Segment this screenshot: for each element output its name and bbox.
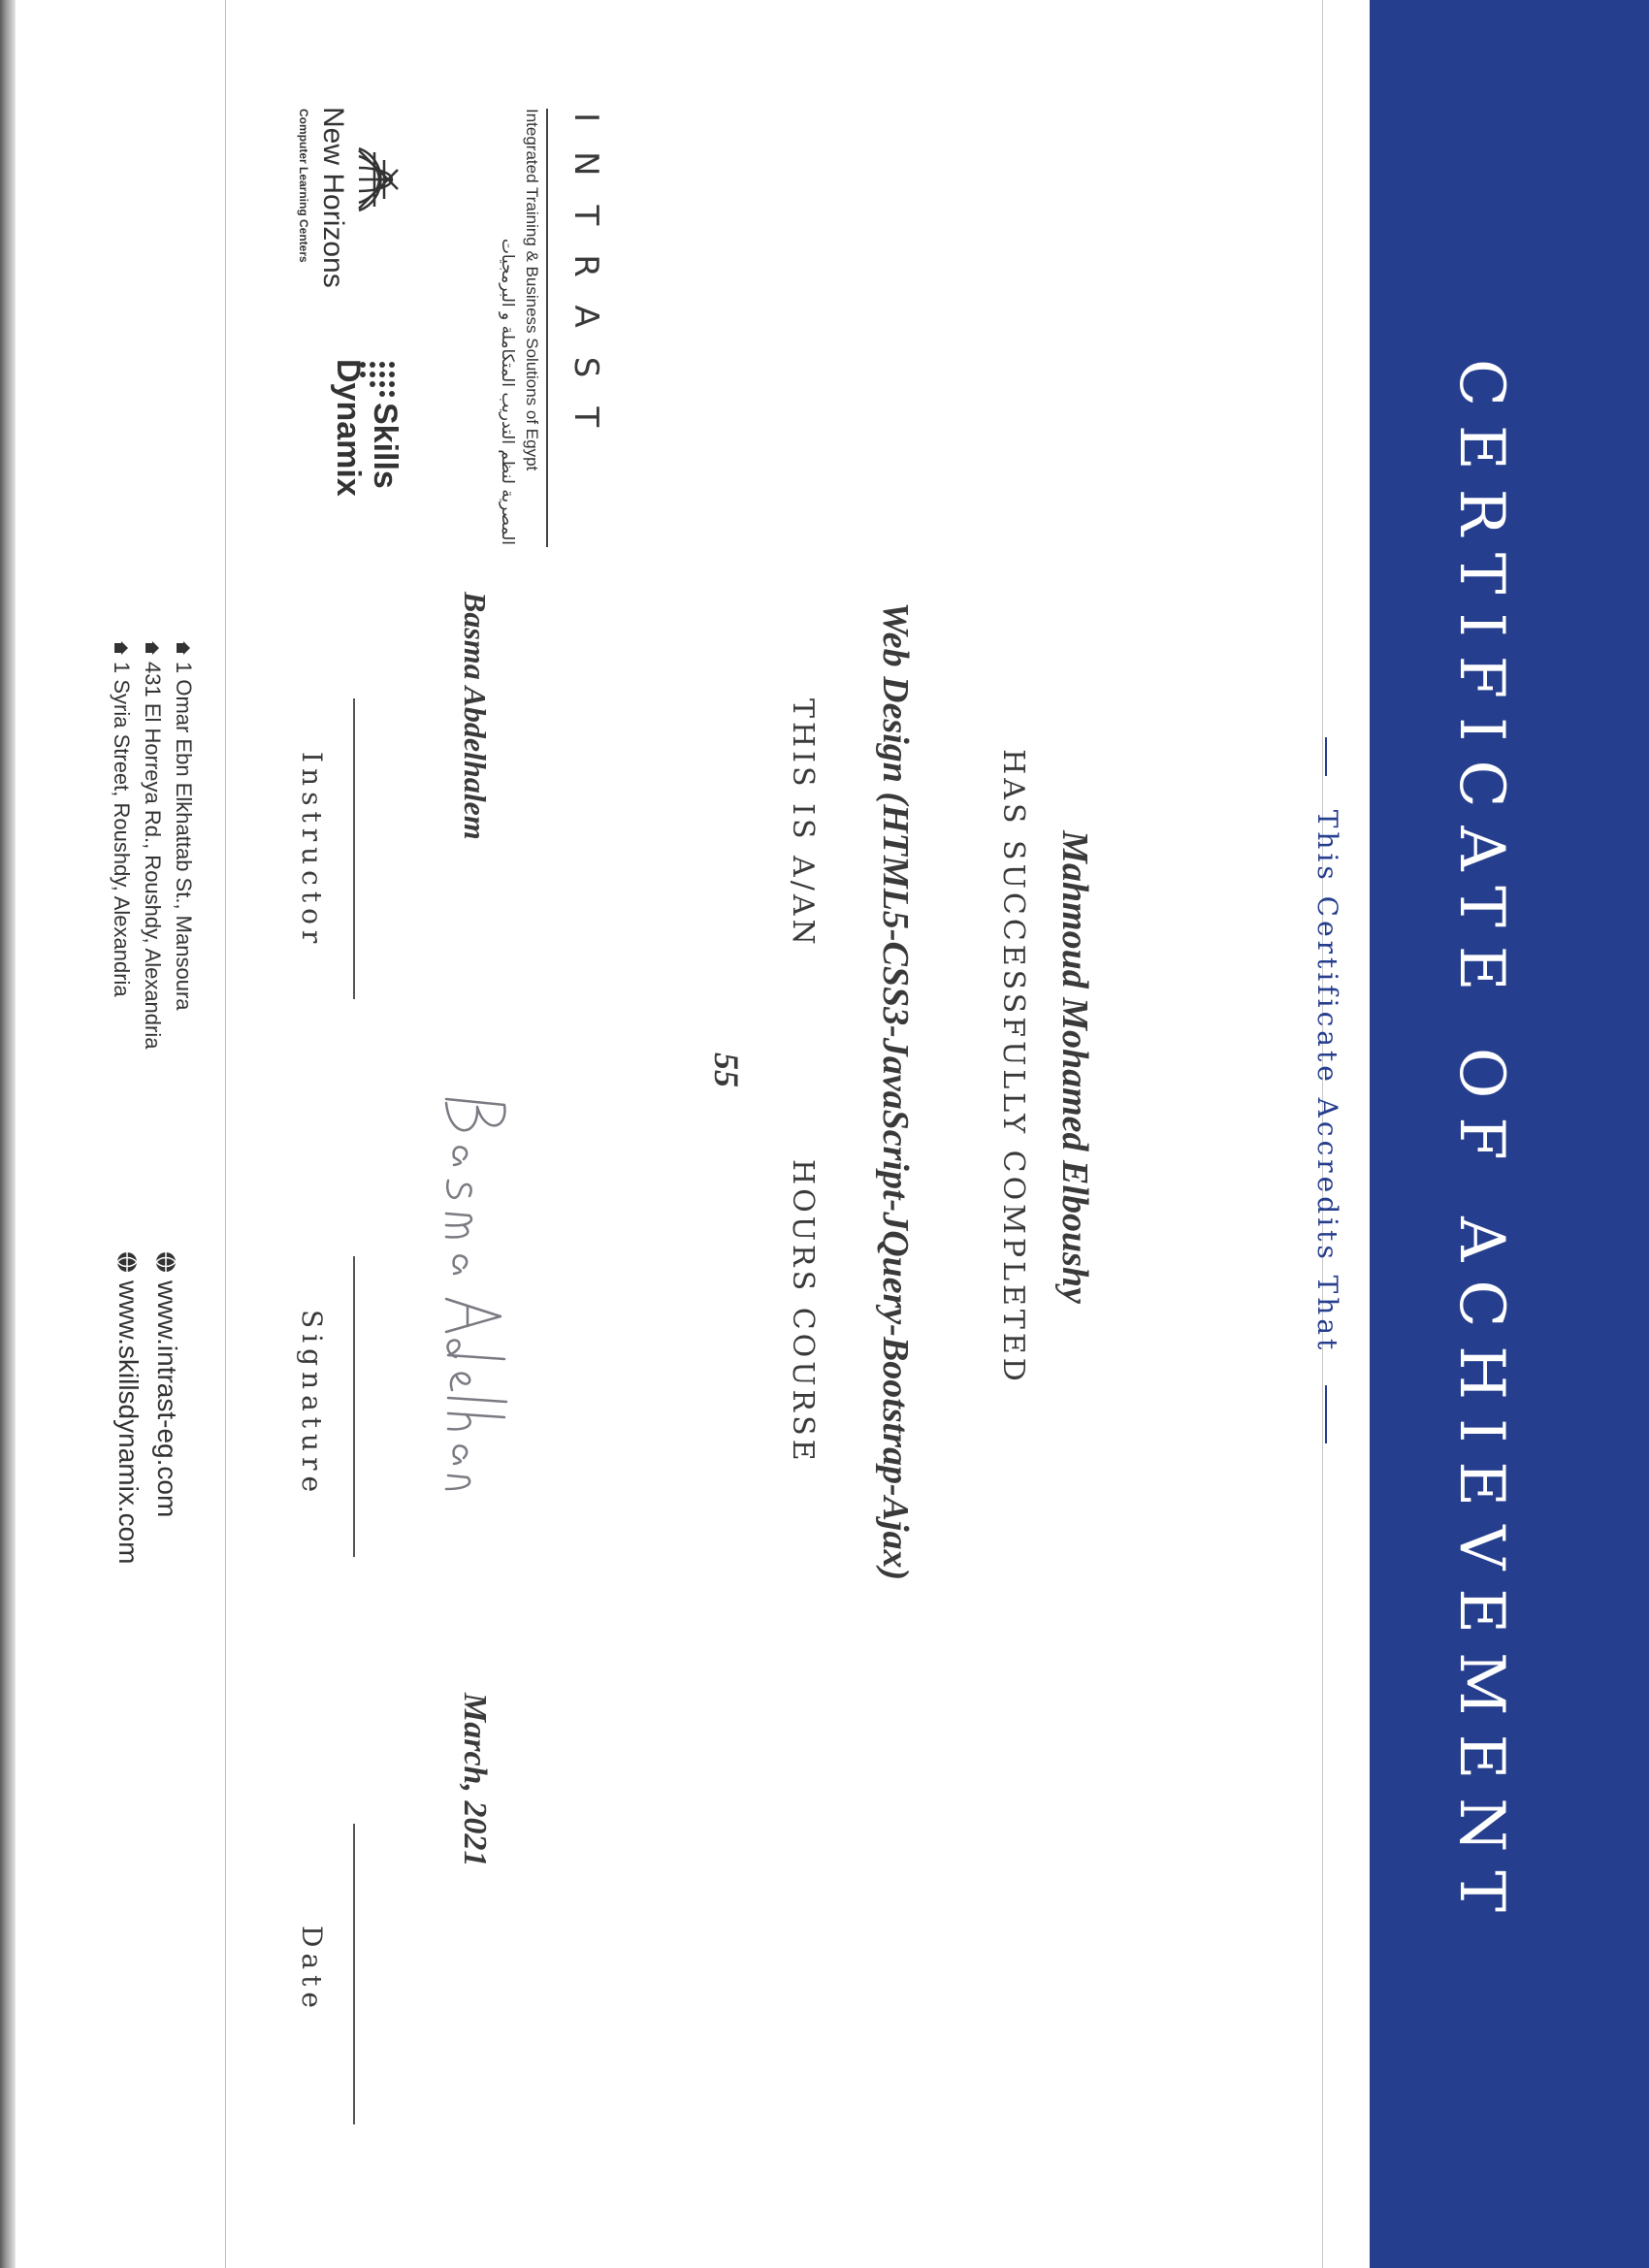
address-text: 1 Omar Ebn Elkhattab St., Mansoura <box>172 662 196 1011</box>
instructor-label: Instructor <box>296 752 328 950</box>
new-horizons-logo-tagline: Computer Learning Centers <box>297 109 310 263</box>
instructor-signature-line <box>353 698 355 999</box>
home-icon <box>113 640 129 656</box>
website-link[interactable]: www.skillsdynamix.com <box>113 1280 144 1565</box>
footer-website <box>151 1251 182 1517</box>
footer-address <box>109 640 134 997</box>
course-name: Web Design (HTML5-CSS3-JavaScript-JQuery-Bootstrap-Ajax) <box>875 601 916 1581</box>
new-horizons-logo-name: New Horizons <box>317 107 349 288</box>
hours-value: 55 <box>707 1053 746 1087</box>
hours-course-text: HOURS COURSE <box>786 1159 820 1465</box>
home-icon <box>176 640 191 656</box>
globe-icon <box>155 1251 177 1273</box>
footer-website <box>113 1251 144 1565</box>
address-text: 431 El Horreya Rd., Roushdy, Alexandria <box>141 662 165 1050</box>
address-text: 1 Syria Street, Roushdy, Alexandria <box>110 662 134 997</box>
accredit-rule <box>1325 1385 1327 1443</box>
website-link[interactable]: www.intrast-eg.com <box>152 1280 182 1518</box>
new-horizons-globe-icon <box>340 141 417 218</box>
intrast-logo-subtitle: Integrated Training & Business Solutions of Egypt <box>523 109 541 471</box>
completed-text: HAS SUCCESSFULLY COMPLETED <box>996 749 1030 1385</box>
handwritten-signature <box>427 1091 514 1499</box>
home-icon <box>145 640 160 656</box>
accredit-rule <box>1325 737 1327 776</box>
intrast-logo-wordmark: INTRAST <box>566 113 605 457</box>
footer-address <box>140 640 165 1049</box>
certificate-title: CERTIFICATE OF ACHIEVEMENT <box>1445 359 1517 1930</box>
recipient-name: Mahmoud Mohamed Elboushy <box>1054 830 1095 1304</box>
date-label: Date <box>296 1926 328 2014</box>
date-line <box>353 1824 355 2124</box>
globe-icon <box>116 1251 138 1273</box>
this-is-text: THIS IS A/AN <box>786 698 820 949</box>
signature-line <box>353 1256 355 1557</box>
accredit-text: This Certificate Accredits That <box>1311 809 1343 1354</box>
signature-label: Signature <box>296 1310 328 1499</box>
instructor-name: Basma Abdelhalem <box>458 592 493 840</box>
intrast-logo-rule <box>546 109 548 547</box>
skills-dynamix-logo-dynamix: Dynamix <box>330 359 367 497</box>
intrast-logo-subtitle-arabic: المصرية لنظم التدريب المتكاملة و البرمجيات <box>498 238 517 545</box>
footer-address <box>171 640 196 1011</box>
date-value: March, 2021 <box>457 1693 493 1867</box>
skills-dynamix-logo-skills: Skills <box>367 403 404 489</box>
